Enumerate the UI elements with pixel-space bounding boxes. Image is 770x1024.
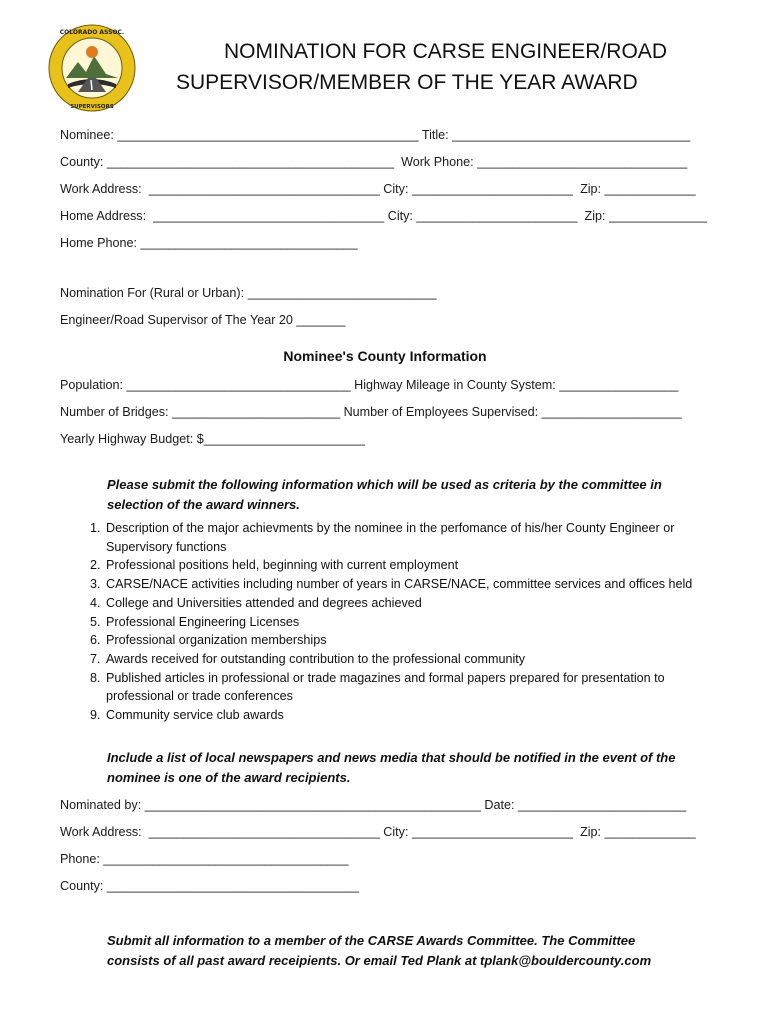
bridges-employees-row[interactable]: Number of Bridges: ________________________ Number of Employees Supervised: ____________________: [60, 405, 682, 419]
form-title: [150, 36, 750, 98]
svg-text:SUPERVISORS: SUPERVISORS: [70, 104, 114, 110]
home-address-row[interactable]: Home Address: _________________________________ City: _______________________ Zip: ______________: [60, 209, 708, 223]
nominated-by-row[interactable]: Nominated by: ________________________________________________ Date: ________________________: [60, 798, 687, 812]
list-item: 6. Professional organization memberships: [90, 633, 327, 648]
nominator-phone-row[interactable]: Phone: ___________________________________: [60, 852, 349, 866]
nominee-title-row[interactable]: Nominee: ___________________________________________ Title: __________________________________: [60, 128, 691, 142]
year-row[interactable]: Engineer/Road Supervisor of The Year 20 _______: [60, 313, 346, 327]
title-line-1: NOMINATION FOR CARSE ENGINEER/ROAD: [224, 40, 667, 63]
nominator-county-row[interactable]: County: ____________________________________: [60, 879, 360, 893]
nominator-work-address-row[interactable]: Work Address: _________________________________ City: _______________________ Zip: _____________: [60, 825, 696, 839]
nomination-for-row[interactable]: Nomination For (Rural or Urban): ___________________________: [60, 286, 437, 300]
list-item: 2. Professional positions held, beginning with current employment: [90, 558, 459, 573]
home-phone-row[interactable]: Home Phone: _______________________________: [60, 236, 358, 250]
list-item: 7. Awards received for outstanding contribution to the professional community: [90, 651, 526, 666]
list-item: 9. Community service club awards: [90, 708, 284, 723]
criteria-list: [78, 519, 718, 725]
list-item: 3. CARSE/NACE activities including number of years in CARSE/NACE, committee services and offices held: [90, 577, 693, 592]
submission-note: Submit all information to a member of the CARSE Awards Committee. The Committee consists of all past award receipients. Or email Ted Plank at tplank@bouldercounty.com: [107, 933, 652, 968]
svg-text:COLORADO ASSOC.: COLORADO ASSOC.: [59, 29, 125, 36]
highway-budget-row[interactable]: Yearly Highway Budget: $_______________________: [60, 432, 365, 446]
list-item: 8. Published articles in professional or trade magazines and formal papers prepared for presentation to professional or trade conferences: [90, 670, 665, 704]
list-item: 1. Description of the major achievments by the nominee in the perfomance of his/her County Engineer or Supervisory functions: [90, 521, 675, 554]
media-note: Include a list of local newspapers and news media that should be notified in the event of the nominee is one of the award recipients.: [107, 750, 676, 785]
work-address-row[interactable]: Work Address: _________________________________ City: _______________________ Zip: _____________: [60, 182, 696, 196]
list-item: 4. College and Universities attended and degrees achieved: [90, 595, 422, 610]
title-line-2: SUPERVISOR/MEMBER OF THE YEAR AWARD: [176, 71, 638, 94]
county-info-heading: Nominee's County Information: [283, 348, 487, 364]
list-item: 5. Professional Engineering Licenses: [90, 614, 300, 629]
carse-seal-logo: [48, 22, 136, 114]
population-mileage-row[interactable]: Population: ________________________________ Highway Mileage in County System: _________________: [60, 378, 679, 392]
criteria-intro: Please submit the following information which will be used as criteria by the committee in selection of the award winners.: [107, 477, 662, 512]
county-workphone-row[interactable]: County: _________________________________________ Work Phone: ______________________________: [60, 155, 688, 169]
